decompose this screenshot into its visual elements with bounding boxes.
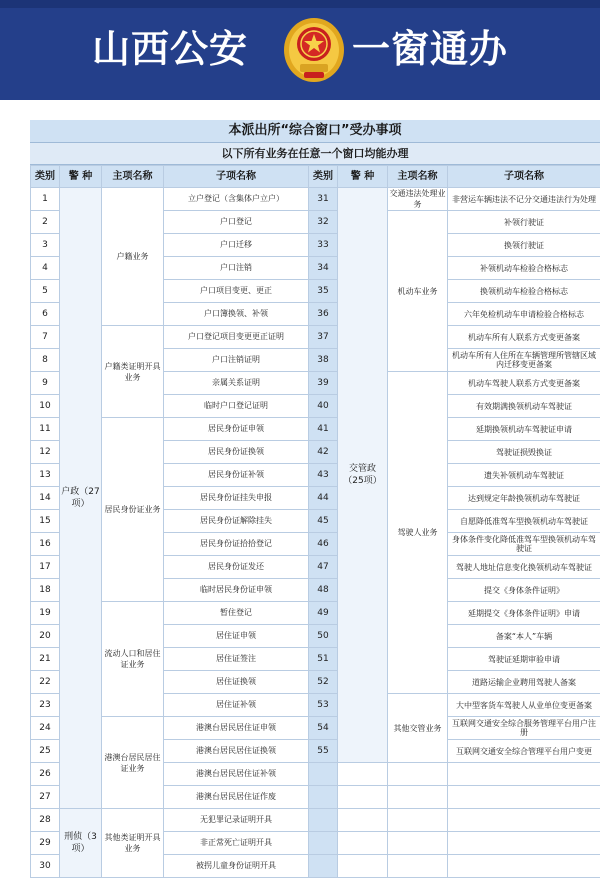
row-number: 5 [31,280,60,303]
row-number: 40 [309,395,338,418]
row-number: 17 [31,556,60,579]
col-header-sub-left: 子项名称 [164,166,309,188]
sub-item: 户口登记 [164,211,309,234]
col-header-police-right: 警 种 [338,166,388,188]
row-number: 4 [31,257,60,280]
header-banner [0,0,600,100]
sub-item: 临时居民身份证申领 [164,579,309,602]
row-number: 54 [309,717,338,740]
empty-cell [388,832,448,855]
row-number: 48 [309,579,338,602]
row-number: 15 [31,510,60,533]
table-row [31,717,600,740]
banner-title-right: 一窗通办 [352,27,509,71]
empty-cell [448,786,600,809]
main-item-jiashiren: 驾驶人业务 [388,372,448,694]
service-table [30,165,600,878]
row-number: 2 [31,211,60,234]
table-header-row [31,166,600,188]
col-header-main-right: 主项名称 [388,166,448,188]
row-number: 3 [31,234,60,257]
col-header-category-right: 类别 [309,166,338,188]
sub-item: 户口注销证明 [164,349,309,372]
row-number: 6 [31,303,60,326]
row-number: 41 [309,418,338,441]
police-type-huzheng: 户政（27项） [60,188,102,809]
empty-cell [309,763,338,786]
sub-item: 港澳台居民居住证补领 [164,763,309,786]
row-number: 9 [31,372,60,395]
sub-item: 户口项目变更、更正 [164,280,309,303]
row-number: 53 [309,694,338,717]
sub-item: 机动车驾驶人联系方式变更备案 [448,372,600,395]
empty-cell [338,763,388,786]
row-number: 13 [31,464,60,487]
row-number: 1 [31,188,60,211]
col-header-category-left: 类别 [31,166,60,188]
row-number: 34 [309,257,338,280]
table-row [31,602,600,625]
sheet-subtitle: 以下所有业务在任意一个窗口均能办理 [30,143,600,165]
main-item-qita-jiaoguan: 其他交管业务 [388,694,448,763]
empty-cell [338,855,388,878]
empty-cell [338,786,388,809]
row-number: 21 [31,648,60,671]
sub-item: 居住证申领 [164,625,309,648]
sub-item: 居民身份证补领 [164,464,309,487]
sub-item: 居住证补领 [164,694,309,717]
sub-item: 暂住登记 [164,602,309,625]
row-number: 46 [309,533,338,556]
sub-item: 户口注销 [164,257,309,280]
sub-item: 达到规定年龄换领机动车驾驶证 [448,487,600,510]
row-number: 32 [309,211,338,234]
sub-item: 驾驶证损毁换证 [448,441,600,464]
row-number: 23 [31,694,60,717]
sub-item: 道路运输企业聘用驾驶人备案 [448,671,600,694]
sub-item: 机动车所有人住所在车辆管理所管辖区域内迁移变更备案 [448,349,600,372]
col-header-sub-right: 子项名称 [448,166,600,188]
banner-stripe [0,0,600,8]
sub-item: 有效期满换领机动车驾驶证 [448,395,600,418]
main-item-weifa: 交通违法处理业务 [389,189,446,209]
sub-item: 户口登记项目变更更正证明 [164,326,309,349]
table-row [31,326,600,349]
empty-cell [338,809,388,832]
sub-item: 换领机动车检验合格标志 [448,280,600,303]
main-item-liudong: 流动人口和居住证业务 [102,602,164,717]
row-number: 8 [31,349,60,372]
sub-item: 延期换领机动车驾驶证申请 [448,418,600,441]
row-number: 37 [309,326,338,349]
table-row [31,188,600,211]
sub-item: 驾驶人地址信息变化换领机动车驾驶证 [448,556,600,579]
sub-item: 非营运车辆违法不记分交通违法行为处理 [448,188,600,211]
row-number: 24 [31,717,60,740]
sub-item: 居住证签注 [164,648,309,671]
main-item-shenfenzheng: 居民身份证业务 [102,418,164,602]
sub-item: 自愿降低准驾车型换领机动车驾驶证 [448,510,600,533]
table-row [31,418,600,441]
row-number: 16 [31,533,60,556]
sub-item: 港澳台居民居住证作废 [164,786,309,809]
row-number: 39 [309,372,338,395]
sub-item: 身体条件变化降低准驾车型换领机动车驾驶证 [448,533,600,556]
service-list-sheet [30,120,600,895]
row-number: 14 [31,487,60,510]
sub-item: 换领行驶证 [448,234,600,257]
main-item-qita-zhengming: 其他类证明开具业务 [102,809,164,878]
row-number: 43 [309,464,338,487]
sub-item: 居民身份证拾拾登记 [164,533,309,556]
row-number: 36 [309,303,338,326]
empty-cell [448,809,600,832]
row-number: 22 [31,671,60,694]
empty-cell [388,763,448,786]
sub-item: 立户登记（含集体户立户） [164,188,309,211]
empty-cell [338,832,388,855]
row-number: 52 [309,671,338,694]
sub-item: 被拐儿童身份证明开具 [164,855,309,878]
empty-cell [309,855,338,878]
row-number: 51 [309,648,338,671]
sub-item: 大中型客货车驾驶人从业单位变更备案 [448,694,600,717]
sub-item: 港澳台居民居住证换领 [164,740,309,763]
sub-item: 港澳台居民居住证申领 [164,717,309,740]
main-item-gangaotai: 港澳台居民居住证业务 [102,717,164,809]
main-item-jidongche: 机动车业务 [388,211,448,372]
row-number: 7 [31,326,60,349]
row-number: 42 [309,441,338,464]
sub-item: 互联网交通安全综合服务管理平台用户注册 [448,717,600,740]
empty-cell [448,855,600,878]
sub-item: 户口迁移 [164,234,309,257]
row-number: 44 [309,487,338,510]
police-type-xingzhen: 刑侦（3项） [60,809,102,878]
row-number: 18 [31,579,60,602]
empty-cell [388,786,448,809]
empty-cell [388,809,448,832]
sub-item: 驾驶证延期审验申请 [448,648,600,671]
empty-cell [309,832,338,855]
sheet-title: 本派出所“综合窗口”受办事项 [30,120,600,143]
row-number: 11 [31,418,60,441]
sub-item: 提交《身体条件证明》 [448,579,600,602]
sub-item: 居民身份证换领 [164,441,309,464]
row-number: 25 [31,740,60,763]
sub-item: 居住证换领 [164,671,309,694]
sub-item: 备案“本人”车辆 [448,625,600,648]
col-header-main-left: 主项名称 [102,166,164,188]
row-number: 28 [31,809,60,832]
police-type-jiaoguan: 交管政（25项） [338,188,388,763]
row-number: 50 [309,625,338,648]
banner-title-left: 山西公安 [92,27,249,71]
row-number: 27 [31,786,60,809]
main-item-huji-zhengming: 户籍类证明开具业务 [102,326,164,418]
empty-cell [448,832,600,855]
sub-item: 临时户口登记证明 [164,395,309,418]
row-number: 12 [31,441,60,464]
sub-item: 互联网交通安全综合管理平台用户变更 [448,740,600,763]
row-number: 38 [309,349,338,372]
sub-item: 遗失补领机动车驾驶证 [448,464,600,487]
row-number: 45 [309,510,338,533]
sub-item: 户口簿换领、补领 [164,303,309,326]
sub-item: 非正常死亡证明开具 [164,832,309,855]
sub-item: 机动车所有人联系方式变更备案 [448,326,600,349]
sub-item: 补领机动车检验合格标志 [448,257,600,280]
sub-item: 居民身份证挂失申报 [164,487,309,510]
main-item-huji: 户籍业务 [102,188,164,326]
row-number: 55 [309,740,338,763]
row-number: 26 [31,763,60,786]
table-row [31,809,600,832]
empty-cell [388,855,448,878]
sub-item: 居民身份证发还 [164,556,309,579]
row-number: 47 [309,556,338,579]
sub-item: 无犯罪记录证明开具 [164,809,309,832]
row-number: 29 [31,832,60,855]
police-emblem-icon [282,14,346,84]
sub-item: 延期提交《身体条件证明》申请 [448,602,600,625]
empty-cell [309,809,338,832]
row-number: 30 [31,855,60,878]
banner-gap [0,100,600,120]
row-number: 49 [309,602,338,625]
sub-item: 居民身份证解除挂失 [164,510,309,533]
row-number: 31 [309,188,338,211]
row-number: 33 [309,234,338,257]
row-number: 20 [31,625,60,648]
col-header-police-left: 警 种 [60,166,102,188]
empty-cell [448,763,600,786]
sub-item: 居民身份证申领 [164,418,309,441]
empty-cell [309,786,338,809]
sub-item: 亲属关系证明 [164,372,309,395]
row-number: 19 [31,602,60,625]
sub-item: 补领行驶证 [448,211,600,234]
sub-item: 六年免检机动车申请检验合格标志 [448,303,600,326]
row-number: 10 [31,395,60,418]
row-number: 35 [309,280,338,303]
